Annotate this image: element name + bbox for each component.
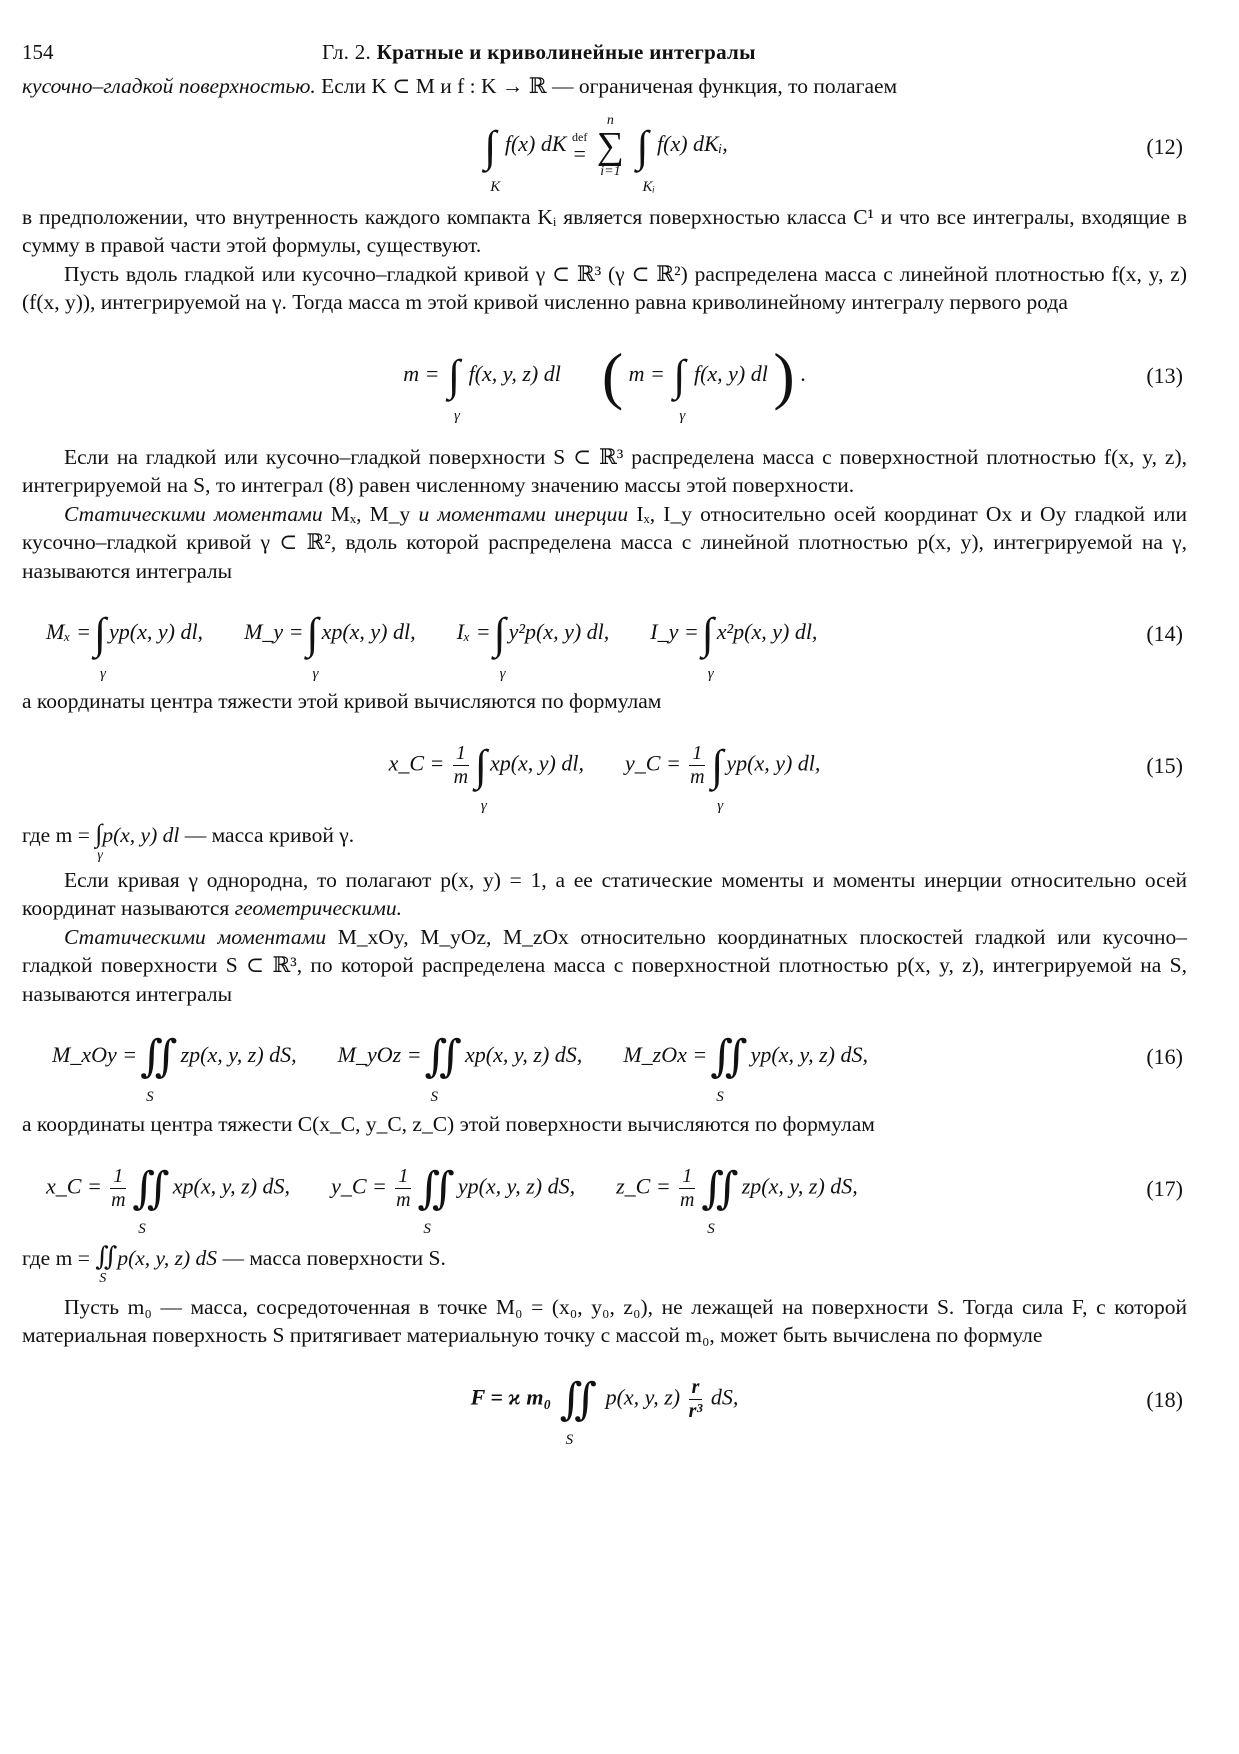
double-integral-sign: ∬ S: [417, 1163, 455, 1237]
paragraph-text: Iₓ, I_y относительно осей координат Ox и Oy гладкой или кусочно–гладкой кривой γ ⊂ ℝ², вдоль которой распределена масса с линейной плотностью p(x, y), интегрируемой на γ, называются интегралы: [22, 501, 1187, 583]
paragraph-8: [22, 866, 1187, 923]
paragraph-text: Если K ⊂ M и f : K → ℝ — ограниченая функция, то полагаем: [315, 74, 898, 98]
integrand: x²p(x, y) dl,: [716, 619, 818, 645]
period: .: [800, 360, 806, 386]
paragraph-6: а координаты центра тяжести этой кривой вычисляются по формулам: [22, 689, 662, 713]
paragraph-text: — масса поверхности S.: [217, 1245, 446, 1270]
emphasis: и моментами инерции: [418, 501, 629, 526]
left-paren: (: [601, 339, 624, 411]
integral-sign: ∫ γ: [673, 350, 686, 424]
denominator: m: [679, 1189, 695, 1211]
integrand: xp(x, y, z) dS,: [172, 1173, 291, 1199]
equals-sign: =: [573, 141, 586, 167]
integrand: f(x) dK: [504, 131, 567, 157]
integral-limit: S: [565, 1431, 574, 1448]
integral-limit: Kᵢ: [642, 178, 655, 195]
lhs: x_C =: [388, 750, 445, 776]
equation-16: [22, 1008, 1187, 1106]
equation-body: [388, 740, 821, 814]
equation-number: (12): [1146, 133, 1183, 159]
paragraph-2: в предположении, что внутренность каждого компакта Kᵢ является поверхностью класса C¹ и что все интегралы, входящие в сумму в правой части этой формулы, существуют.: [22, 204, 1187, 257]
integral-sign: ∫ γ: [701, 609, 714, 682]
equation-number: (17): [1146, 1175, 1183, 1201]
fraction: [453, 742, 469, 789]
sum-lower: i=1: [600, 163, 621, 179]
integral-sign: ∫ γ: [448, 350, 461, 424]
denominator: m: [396, 1189, 411, 1211]
lhs: M_zOx =: [623, 1042, 708, 1068]
equation-number: (18): [1146, 1386, 1183, 1412]
equation-12: [22, 101, 1187, 193]
denominator: m: [111, 1189, 126, 1211]
inline-integral: [95, 818, 180, 863]
integrand: xp(x, y, z) dS,: [465, 1042, 583, 1068]
integrand: y²p(x, y) dl,: [508, 619, 610, 645]
emphasis: Статическими моментами: [64, 501, 323, 526]
integrand: zp(x, y, z) dS,: [180, 1042, 297, 1068]
integral-limit: S: [146, 1089, 154, 1105]
integral-limit: S: [716, 1089, 724, 1105]
equation-body: [470, 1374, 739, 1448]
fraction: [395, 1165, 411, 1212]
double-integral-sign: ∬ S: [710, 1032, 748, 1105]
right-paren: ): [773, 339, 795, 411]
double-integral-sign: ∬ S: [424, 1032, 463, 1105]
equation-body: [403, 339, 806, 424]
sigma-icon: ∑: [596, 125, 624, 168]
chapter-name: Кратные и криволинейные интегралы: [376, 40, 756, 64]
numerator: 1: [110, 1165, 126, 1189]
denominator: r³: [688, 1400, 703, 1422]
integrand: xp(x, y) dl,: [489, 750, 584, 776]
integral-sign: ∫ γ: [493, 609, 506, 682]
equation-18: [22, 1350, 1187, 1450]
integral-limit: γ: [97, 847, 103, 863]
integrand: p(x, y) dl: [102, 822, 180, 847]
lhs: Iₓ =: [456, 619, 491, 645]
integrand: p(x, y, z) dS: [117, 1245, 218, 1270]
double-integral-sign: ∬ S: [95, 1243, 117, 1272]
integral-sign: ∫ γ: [306, 609, 319, 682]
integral-sign: ∫ γ: [711, 740, 724, 814]
paragraph-1: [22, 72, 1187, 101]
equation-body: [52, 1032, 868, 1105]
lhs: z_C =: [616, 1173, 671, 1199]
double-integral-sign: ∬ S: [701, 1163, 739, 1237]
equation-body: [46, 609, 818, 682]
paragraph-4: Если на гладкой или кусочно–гладкой поверхности S ⊂ ℝ³ распределена масса с поверхностной плотностью f(x, y, z), интегрируемой на S, то интеграл (8) равен численному значению массы этой поверхности.: [22, 444, 1187, 497]
integral-limit: S: [430, 1089, 439, 1105]
integrand: f(x) dKᵢ,: [657, 131, 728, 157]
summation: [597, 113, 624, 179]
integrand: yp(x, y, z) dS,: [457, 1173, 576, 1199]
paragraph-text: Если кривая γ однородна, то полагают p(x, y) = 1, а ее статические моменты и моменты инерции относительно осей координат называются: [22, 867, 1187, 920]
paragraph-text: Mₓ, M_y: [322, 501, 419, 526]
lhs: m =: [403, 360, 440, 386]
integral-limit: γ: [707, 666, 714, 682]
inline-integral: [95, 1241, 218, 1286]
double-integral-sign: ∬ S: [559, 1374, 598, 1448]
chapter-number: Гл. 2.: [322, 40, 372, 64]
emphasis: геометрическими.: [234, 896, 402, 920]
integral-limit: γ: [99, 666, 106, 682]
integral-limit: γ: [679, 407, 686, 424]
integrand: p(x, y, z): [605, 1384, 681, 1410]
paragraph-9: [22, 923, 1187, 1009]
integral-limit: S: [423, 1220, 431, 1237]
equation-body: [481, 113, 728, 195]
paragraph-7: [22, 820, 1187, 866]
paragraph-12: Пусть m₀ — масса, сосредоточенная в точке M₀ = (x₀, y₀, z₀), не лежащей на поверхности S. Тогда сила F, с которой материальная поверхность S притягивает материальную точку с массой m₀, может быть вычислена по формуле: [22, 1294, 1187, 1347]
paragraph-11: [22, 1243, 1187, 1293]
lhs: m =: [628, 360, 665, 386]
fraction: [689, 742, 705, 789]
equation-13: [22, 317, 1187, 435]
integral-sign: ∫ γ: [93, 609, 106, 682]
emphasis: Статическими моментами: [64, 924, 327, 949]
numerator: 1: [689, 742, 705, 766]
integral-limit: S: [99, 1270, 107, 1286]
integral-sign: ∫ Kᵢ: [636, 121, 655, 195]
numerator: r: [689, 1376, 703, 1400]
sum-upper: n: [606, 113, 614, 129]
integral-limit: K: [490, 178, 501, 195]
denominator: m: [453, 766, 469, 788]
integral-limit: γ: [717, 797, 724, 814]
fraction: [679, 1165, 695, 1212]
integral-limit: γ: [480, 797, 487, 814]
integral-sign: ∫ K: [484, 121, 501, 195]
numerator: 1: [395, 1165, 411, 1189]
paragraph-text: — масса кривой γ.: [179, 822, 355, 847]
chapter-title: [322, 40, 756, 65]
lhs: I_y =: [650, 619, 699, 645]
paragraph-10: а координаты центра тяжести C(x_C, y_C, z_C) этой поверхности вычисляются по формулам: [22, 1112, 875, 1136]
integrand: f(x, y, z) dl: [468, 360, 561, 386]
double-integral-sign: ∬ S: [140, 1032, 178, 1105]
equation-number: (14): [1146, 621, 1183, 646]
lhs: y_C =: [625, 750, 681, 776]
integrand: xp(x, y) dl,: [321, 619, 416, 645]
integral-sign: ∫ γ: [474, 740, 487, 814]
integral-limit: γ: [499, 666, 506, 682]
equation-17: [22, 1139, 1187, 1239]
paragraph-5: [22, 500, 1187, 586]
def-label: def: [572, 130, 588, 145]
equation-number: (16): [1146, 1044, 1183, 1069]
numerator: 1: [453, 742, 469, 766]
integrand: f(x, y) dl: [693, 360, 768, 386]
equation-number: (13): [1146, 362, 1183, 388]
paragraph-text: где m =: [22, 1245, 96, 1270]
numerator: 1: [679, 1165, 695, 1189]
lhs: F = ϰ m₀: [470, 1384, 552, 1410]
paragraph-3: Пусть вдоль гладкой или кусочно–гладкой кривой γ ⊂ ℝ³ (γ ⊂ ℝ²) распределена масса с линейной плотностью f(x, y, z) (f(x, y)), интегрируемой на γ. Тогда масса m этой кривой численно равна криволинейному интегралу первого рода: [22, 261, 1187, 314]
running-header: [22, 40, 1187, 72]
equation-15: [22, 716, 1187, 816]
integral-sign: ∫ γ: [95, 820, 102, 849]
integral-limit: S: [707, 1220, 715, 1237]
denominator: m: [690, 766, 705, 788]
page: [22, 40, 1187, 1450]
paragraph-text: M_xOy, M_yOz, M_zOx относительно координатных плоскостей гладкой или кусочно–гладкой поверхности S ⊂ ℝ³, по которой распределена масса с поверхностной плотностью p(x, y, z), интегрируемой на S, называются интегралы: [22, 924, 1188, 1006]
integrand: yp(x, y, z) dS,: [750, 1042, 868, 1068]
lhs: y_C =: [331, 1173, 387, 1199]
integrand: yp(x, y) dl,: [109, 619, 204, 645]
fraction: [110, 1165, 126, 1212]
lhs: x_C =: [46, 1173, 102, 1199]
lhs: M_xOy =: [52, 1042, 138, 1068]
lhs: Mₓ =: [46, 619, 91, 645]
integrand: zp(x, y, z) dS,: [741, 1173, 858, 1199]
lhs: M_yOz =: [337, 1042, 422, 1068]
double-integral-sign: ∬ S: [132, 1163, 170, 1237]
integral-limit: S: [138, 1220, 146, 1237]
lhs: M_y =: [244, 619, 304, 645]
emphasis: кусочно–гладкой поверхностью.: [22, 74, 316, 98]
paragraph-text: где m =: [22, 822, 96, 847]
integrand: yp(x, y) dl,: [726, 750, 821, 776]
integral-limit: γ: [312, 666, 319, 682]
equation-body: [46, 1163, 858, 1237]
page-number: 154: [22, 40, 54, 64]
equation-number: (15): [1146, 752, 1183, 778]
def-equals: [572, 130, 588, 167]
differential: dS,: [710, 1384, 739, 1410]
integral-limit: γ: [454, 407, 460, 424]
equation-14: [22, 585, 1187, 683]
fraction: [689, 1376, 703, 1423]
